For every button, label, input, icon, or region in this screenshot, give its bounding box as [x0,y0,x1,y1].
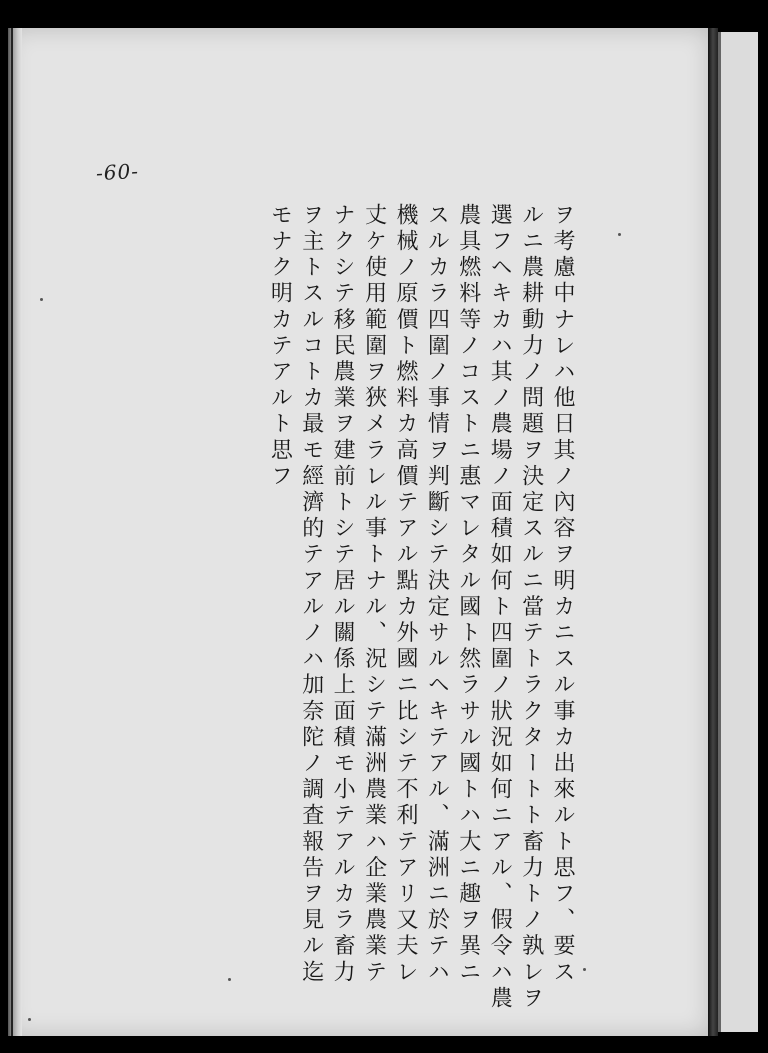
page-binding-line [11,28,13,1036]
text-line: 機械ノ原價ト燃料カ高價テアル點カ外國ニ比シテ不利テアリ又夫レ [392,203,418,986]
page-number: -60- [95,158,140,186]
text-line: ルニ農耕動力ノ問題ヲ決定スルニ當テトラクタートト畜力トノ孰レヲ [518,203,544,1013]
text-line: ヲ考慮中ナレハ他日其ノ內容ヲ明カニスル事カ出來ルト思フ、要ス [550,203,575,986]
paper-speck [28,1018,31,1021]
text-line: スルカラ四圍ノ事情ヲ判斷シテ決定サルヘキテアル、滿洲ニ於テハ [424,203,450,986]
text-line: 丈ケ使用範圍ヲ狹メラレル事トナル、況シテ滿洲農業ハ企業農業テ [361,203,387,986]
adjacent-page-edge [718,32,721,1032]
paper-speck [583,968,586,971]
text-line: 農具燃料等ノコストニ惠マレタル國ト然ラサル國トハ大ニ趣ヲ異ニ [455,203,481,986]
text-line: ヲ主トスルコトカ最モ經濟的テアルノハ加奈陀ノ調査報告ヲ見ル迄 [298,203,324,986]
adjacent-page [718,32,758,1032]
text-line: ナクシテ移民農業ヲ建前トシテ居ル關係上面積モ小テアルカラ畜力 [330,203,356,986]
vertical-text-block [267,203,578,1013]
paper-speck [40,298,43,301]
book-gutter [708,28,718,1036]
text-line: モナク明カテアルト思フ [267,203,293,491]
text-line: 選フヘキカハ其ノ農場ノ面積如何ト四圍ノ狀況如何ニアル、假令ハ農 [487,203,513,1013]
paper-speck [228,978,231,981]
paper-speck [618,233,621,236]
